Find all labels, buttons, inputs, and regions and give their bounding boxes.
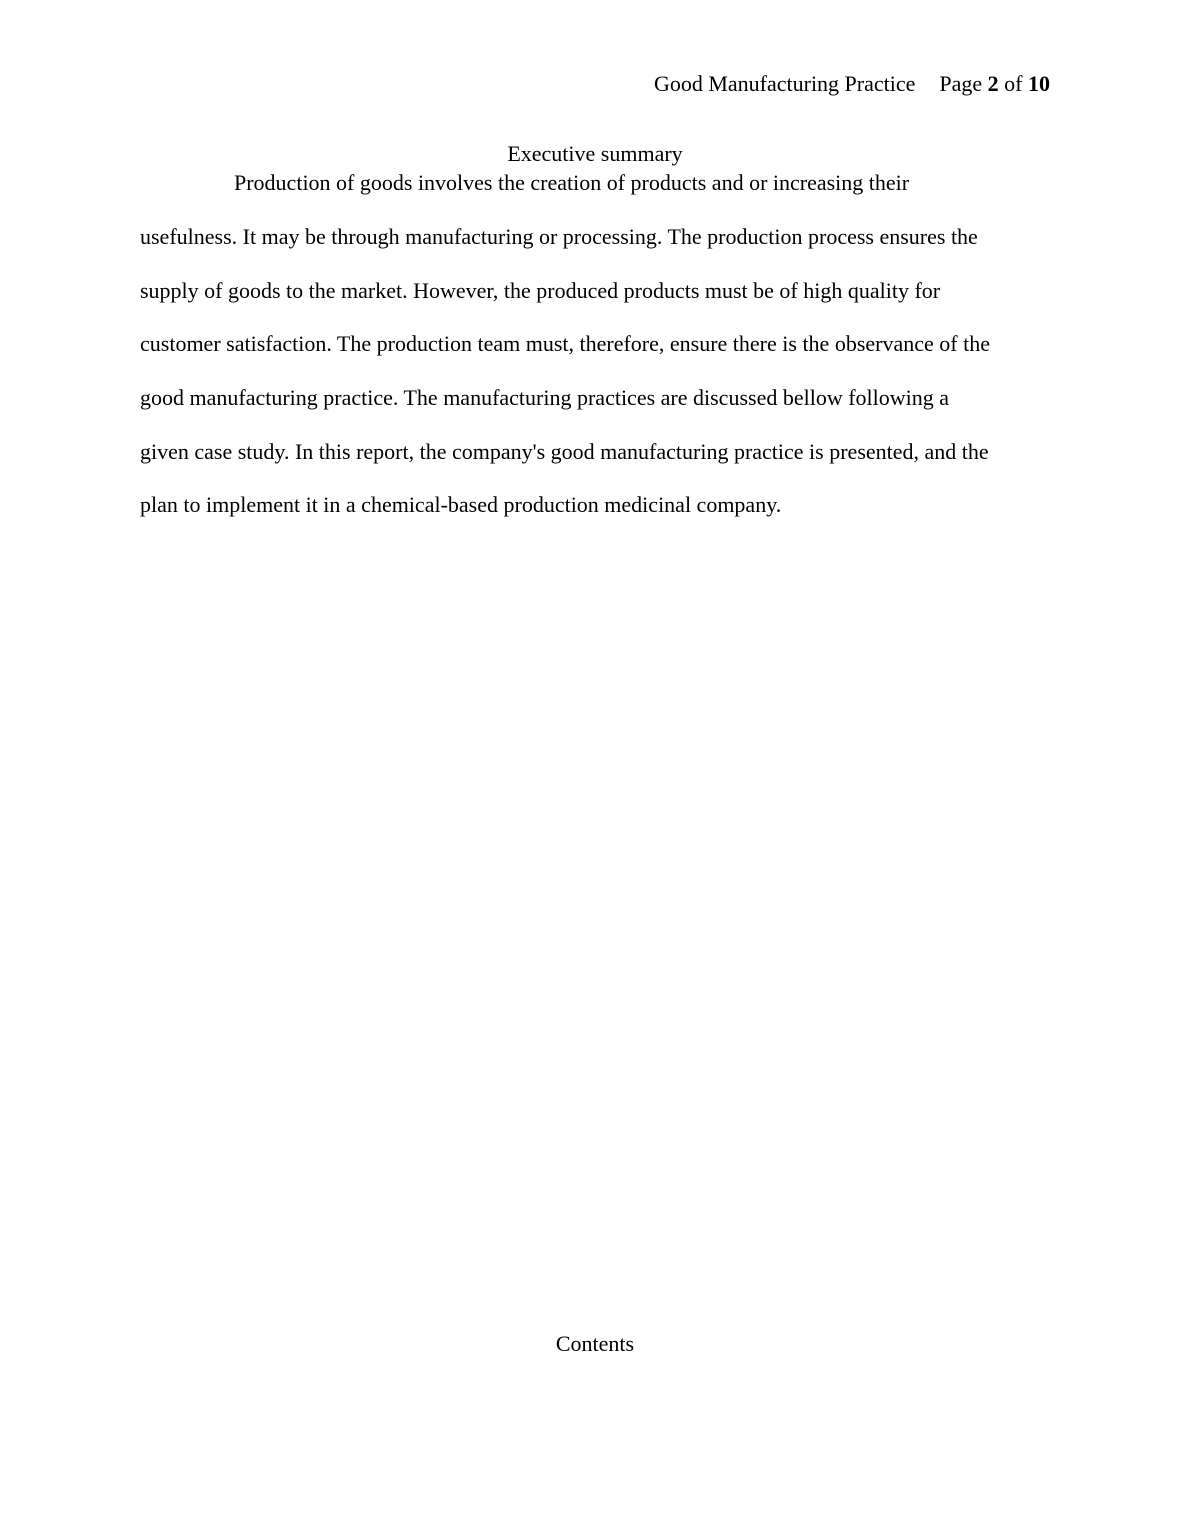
paragraph-line: usefulness. It may be through manufacturing or processing. The production process ensures the [140,224,978,249]
paragraph-line: Production of goods involves the creation of products and or increasing their [234,170,910,195]
paragraph-line: plan to implement it in a chemical-based production medicinal company. [140,492,782,517]
contents-heading: Contents [555,1331,635,1356]
paragraph-line: given case study. In this report, the company's good manufacturing practice is presented, and the [140,439,989,464]
page-word: Page [939,71,983,96]
paragraph-line: good manufacturing practice. The manufacturing practices are discussed bellow following a [140,385,950,410]
of-word: of [1004,71,1023,96]
paragraph-line: supply of goods to the market. However, the produced products must be of high quality for [140,278,941,303]
page-total-number: 10 [1028,71,1050,96]
executive-summary-heading: Executive summary [507,141,683,166]
header-title: Good Manufacturing Practice [653,71,916,96]
page-current-number: 2 [987,71,999,96]
paragraph-line: customer satisfaction. The production team must, therefore, ensure there is the observance of the [140,331,990,356]
page-header [654,70,1050,98]
